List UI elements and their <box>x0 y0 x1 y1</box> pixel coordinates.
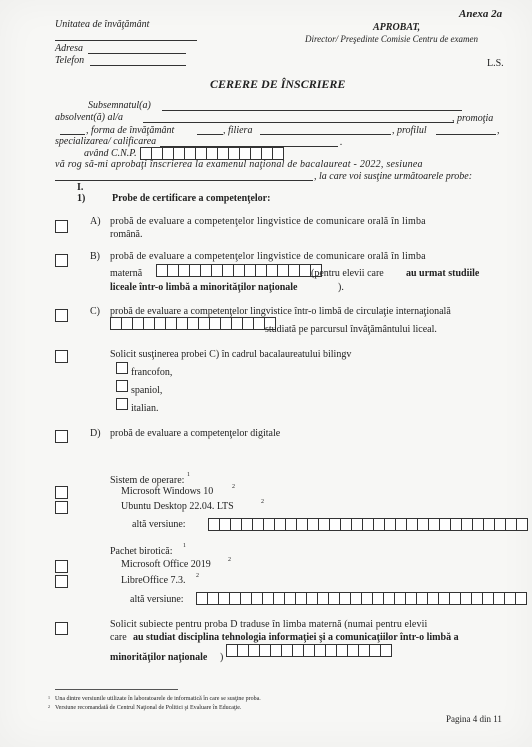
study-form-line[interactable] <box>197 134 223 135</box>
request-text-2: , la care voi susţine următoarele probe: <box>314 171 473 182</box>
item-b-bold-2: liceale într-o limbă a minorităţilor naţionale <box>110 282 298 293</box>
bilingual-text: Solicit susţinerea probei C) în cadrul bacalaureatului bilingv <box>110 349 352 360</box>
option-italian: italian. <box>131 403 159 414</box>
footnote-2: Versiune recomandată de Centrul Naţional de Politici şi Evaluare în Educaţie. <box>55 705 242 711</box>
profile-line[interactable] <box>436 134 496 135</box>
request-text: vă rog să-mi aprobaţi înscrierea la examenul naţional de bacalaureat - 2022, sesiunea <box>55 159 423 170</box>
translation-bold-1: au studiat disciplina tehnologia informaţiei şi a comunicaţiilor într-o limbă a <box>133 632 459 643</box>
profile-comma: , <box>497 125 500 136</box>
item-a-text-2: română. <box>110 229 143 240</box>
director-label: Director/ Preşedinte Comisie Centru de examen <box>305 34 479 44</box>
phone-label: Telefon <box>55 55 85 66</box>
checkbox-proba-d[interactable] <box>55 430 68 443</box>
item-c-text: probă de evaluare a competenţelor lingvistice într-o limbă de circulaţie internaţională <box>110 306 451 317</box>
page-number: Pagina 4 din 11 <box>446 714 502 724</box>
office-ms-footnote-ref: 2 <box>228 557 231 563</box>
item-b-bold-1: au urmat studiile <box>406 268 480 279</box>
os-footnote-ref: 1 <box>187 472 190 478</box>
translation-end: ) <box>220 652 224 663</box>
os-option-windows: Microsoft Windows 10 <box>121 486 214 497</box>
track-line[interactable] <box>260 134 391 135</box>
checkbox-spaniol[interactable] <box>116 380 128 392</box>
checkbox-translation[interactable] <box>55 622 68 635</box>
address-line[interactable] <box>88 53 186 54</box>
session-line[interactable] <box>55 180 313 181</box>
item-c-letter: C) <box>90 306 100 317</box>
os-windows-footnote-ref: 2 <box>232 484 235 490</box>
specialization-label: specializarea/ calificarea <box>55 136 157 147</box>
checkbox-windows[interactable] <box>55 486 68 499</box>
promotion-line[interactable] <box>60 134 85 135</box>
footnote-1: Una dintre versiunile utilizate în laboratoarele de informatică în care se susţine proba. <box>55 696 261 702</box>
checkbox-bilingual[interactable] <box>55 350 68 363</box>
maternal-language-input[interactable] <box>156 264 322 277</box>
translation-text-2a: care <box>110 632 127 643</box>
item-c-text-2: studiată pe parcursul învăţământului liceal. <box>265 324 437 335</box>
item-d-letter: D) <box>90 428 101 439</box>
checkbox-proba-b[interactable] <box>55 254 68 267</box>
ls-label: L.S. <box>487 58 504 69</box>
phone-line[interactable] <box>90 65 186 66</box>
section-heading: Probe de certificare a competenţelor: <box>112 193 271 204</box>
checkbox-ubuntu[interactable] <box>55 501 68 514</box>
office-footnote-ref: 1 <box>183 543 186 549</box>
page-title: CERERE DE ÎNSCRIERE <box>210 77 346 91</box>
office-label: Pachet birotică: <box>110 546 173 557</box>
item-a-letter: A) <box>90 216 101 227</box>
footnote-2-number: 2 <box>48 704 50 709</box>
item-b-note: (pentru elevii care <box>311 268 384 279</box>
os-option-ubuntu: Ubuntu Desktop 22.04. LTS <box>121 501 234 512</box>
name-label: Subsemnatul(a) <box>88 100 151 111</box>
specialization-dot: . <box>340 137 343 148</box>
footnote-1-number: 1 <box>48 695 50 700</box>
graduate-label: absolvent(ă) al/a <box>55 112 124 123</box>
office-option-libre: LibreOffice 7.3. <box>121 575 186 586</box>
item-a-text: probă de evaluare a competenţelor lingvistice de comunicare orală în limba <box>110 216 426 227</box>
school-unit-label: Unitatea de învăţământ <box>55 19 150 30</box>
option-francofon: francofon, <box>131 367 173 378</box>
os-label: Sistem de operare: <box>110 475 185 486</box>
translation-bold-2: minorităţilor naţionale <box>110 652 208 663</box>
checkbox-ms-office[interactable] <box>55 560 68 573</box>
item-b-end: ). <box>338 282 344 293</box>
annex-label: Anexa 2a <box>459 8 503 20</box>
foreign-language-input[interactable] <box>110 317 276 330</box>
name-line[interactable] <box>162 110 462 111</box>
track-label: , filiera <box>223 125 253 136</box>
section-number: 1) <box>77 193 86 204</box>
item-d-text: probă de evaluare a competenţelor digitale <box>110 428 281 439</box>
section-roman: I. <box>77 182 84 193</box>
promotion-label: , promoţia <box>452 113 494 124</box>
office-other-label: altă versiune: <box>130 594 184 605</box>
footnote-divider <box>55 689 178 690</box>
study-form-label: , forma de învăţământ <box>86 125 175 136</box>
cnp-label: având C.N.P. <box>84 148 137 159</box>
item-b-text: probă de evaluare a competenţelor lingvistice de comunicare orală în limba <box>110 251 426 262</box>
office-libre-footnote-ref: 2 <box>196 573 199 579</box>
checkbox-libreoffice[interactable] <box>55 575 68 588</box>
checkbox-italian[interactable] <box>116 398 128 410</box>
checkbox-francofon[interactable] <box>116 362 128 374</box>
option-spaniol: spaniol, <box>131 385 163 396</box>
profile-label: , profilul <box>392 125 427 136</box>
address-label: Adresa <box>55 43 83 54</box>
office-option-ms: Microsoft Office 2019 <box>121 559 211 570</box>
os-other-label: altă versiune: <box>132 519 186 530</box>
approved-label: APROBAT, <box>373 22 421 33</box>
checkbox-proba-c[interactable] <box>55 309 68 322</box>
translation-language-input[interactable] <box>226 644 392 657</box>
school-unit-line[interactable] <box>55 40 197 41</box>
os-ubuntu-footnote-ref: 2 <box>261 499 264 505</box>
checkbox-proba-a[interactable] <box>55 220 68 233</box>
office-other-input[interactable] <box>196 592 527 605</box>
item-b-maternal: maternă <box>110 268 143 279</box>
item-b-letter: B) <box>90 251 100 262</box>
os-other-input[interactable] <box>208 518 528 531</box>
translation-text: Solicit subiecte pentru proba D traduse în limba maternă (numai pentru elevii <box>110 619 428 630</box>
graduate-line[interactable] <box>143 122 454 123</box>
